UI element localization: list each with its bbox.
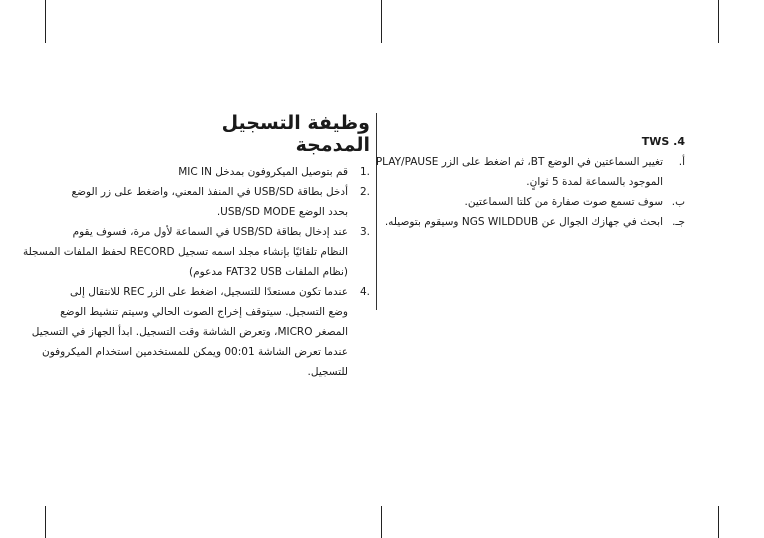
item-number: .3 — [359, 226, 370, 238]
text-line: الموجود بالسماعة لمدة 5 ثوانٍ. — [526, 176, 663, 188]
item-number: جـ. — [672, 216, 685, 228]
item-text — [32, 282, 348, 382]
item-number: .2 — [359, 186, 370, 198]
text-line: بحدد الوضع USB/SD MODE. — [216, 206, 348, 218]
text-line: وضع التسجيل. سيتوقف إخراج الصوت الحالي وسيتم تنشيط الوضع — [60, 306, 348, 318]
list-item — [71, 182, 370, 222]
text-line: عند إدخال بطاقة USB/SD في السماعة لأول مرة، فسوف يقوم — [72, 226, 348, 238]
item-text — [376, 152, 663, 192]
crop-mark-top-left — [45, 0, 46, 43]
list-item — [375, 152, 685, 192]
list-item — [425, 192, 685, 212]
list-item — [31, 282, 370, 382]
text-line: تغيير السماعتين في الوضع BT، ثم اضغط على الزر PLAY/PAUSE — [375, 156, 663, 168]
tws-section — [375, 132, 685, 232]
item-number: .4 — [359, 286, 370, 298]
item-number: أ. — [678, 156, 685, 168]
item-text — [425, 192, 663, 212]
column-divider — [376, 113, 377, 310]
text-line: ابحث في جهازك الجوال عن NGS WILDDUB وسيقوم بتوصيله. — [384, 216, 663, 228]
item-number: .1 — [359, 166, 370, 178]
item-text — [385, 212, 663, 232]
list-item — [178, 162, 370, 182]
text-line: سوف تسمع صوت صفارة من كلتا السماعتين. — [464, 196, 663, 208]
section-heading: TWS .4 — [641, 135, 685, 148]
text-line: عندما تكون مستعدًا للتسجيل، اضغط على الزر REC للانتقال إلى — [70, 286, 348, 298]
item-text — [178, 162, 348, 182]
text-line: (نظام الملفات FAT32 USB مدعوم) — [189, 266, 348, 278]
list-item — [384, 212, 685, 232]
item-text — [72, 182, 348, 222]
crop-mark-bottom-left — [45, 506, 46, 538]
item-text — [23, 222, 348, 282]
item-number: ب. — [671, 196, 685, 208]
text-line: المصغر MICRO، وتعرض الشاشة وقت التسجيل. ابدأ الجهاز في التسجيل — [31, 326, 348, 338]
text-line: عندما تعرض الشاشة 00:01 ويمكن للمستخدمين استخدام الميكروفون — [42, 346, 348, 358]
crop-mark-bottom-right — [718, 506, 719, 538]
crop-mark-bottom-center — [381, 506, 382, 538]
section-title: وظيفة التسجيل المدمجة — [221, 112, 370, 156]
text-line: قم بتوصيل الميكروفون بمدخل MIC IN — [178, 166, 348, 178]
text-line: للتسجيل. — [307, 366, 348, 378]
text-line: النظام تلقائيًا بإنشاء مجلد اسمه تسجيل RECORD لحفظ الملفات المسجلة — [22, 246, 348, 258]
crop-mark-top-right — [718, 0, 719, 43]
list-item — [22, 222, 370, 282]
text-line: أدخل بطاقة USB/SD في المنفذ المعني، واضغط على زر الوضع — [71, 186, 348, 198]
crop-mark-top-center — [381, 0, 382, 43]
recording-section — [22, 112, 370, 382]
